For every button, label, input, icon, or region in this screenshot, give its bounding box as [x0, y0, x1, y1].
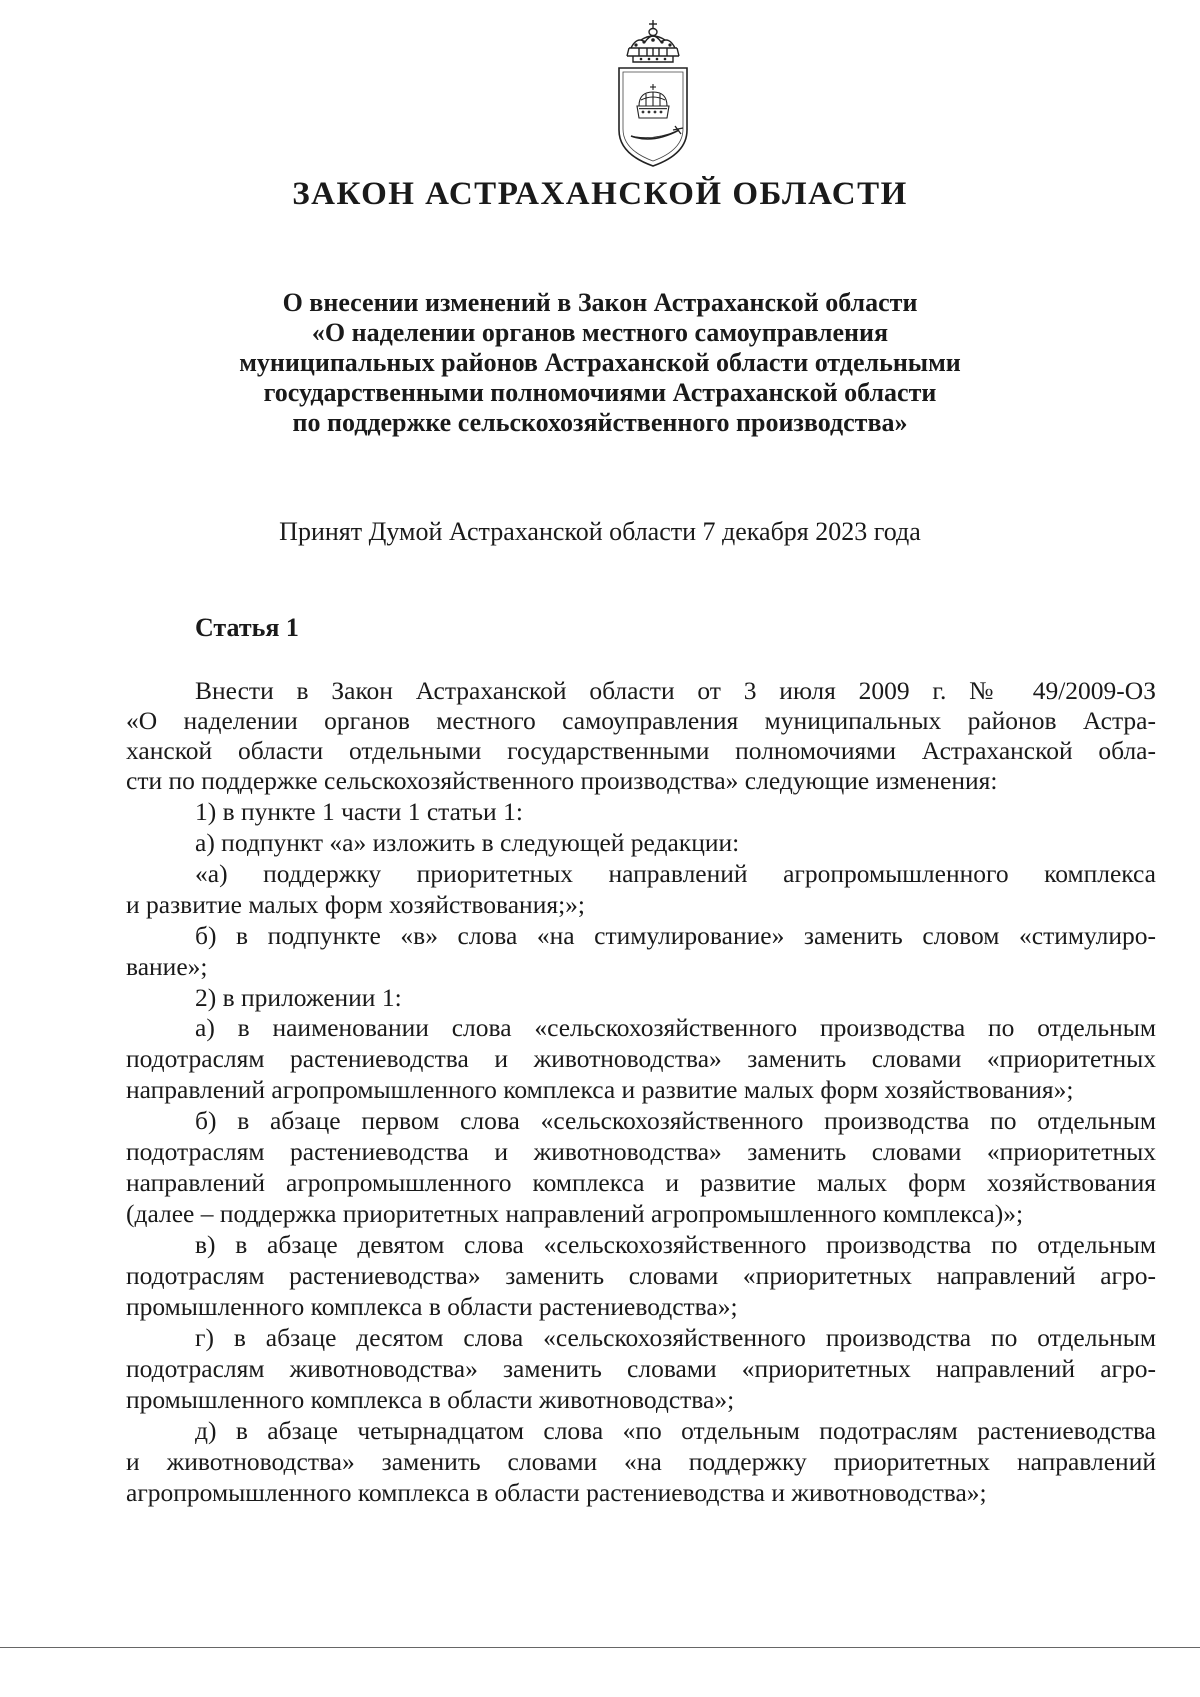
subject-line: О внесении изменений в Закон Астраханской области [282, 288, 918, 317]
document-title: ЗАКОН АСТРАХАНСКОЙ ОБЛАСТИ [292, 176, 908, 212]
body-line: «О наделении органов местного самоуправления муниципальных районов Астра- [126, 706, 1156, 735]
body-line: направлений агропромышленного комплекса и развитие малых форм хозяйствования»; [126, 1075, 1074, 1104]
body-line: вание»; [126, 952, 208, 981]
body-line: направлений агропромышленного комплекса и развитие малых форм хозяйствования [126, 1168, 1156, 1197]
body-line: подотраслям растениеводства и животноводства» заменить словами «приоритетных [126, 1137, 1156, 1166]
subject-line: муниципальных районов Астраханской области отдельными [239, 348, 961, 377]
body-line: 1) в пункте 1 части 1 статьи 1: [195, 797, 523, 826]
subject-line: государственными полномочиями Астраханской области [263, 378, 937, 407]
body-line: Внести в Закон Астраханской области от 3 июля 2009 г. № 49/2009-ОЗ [195, 676, 1156, 705]
subject-line: «О наделении органов местного самоуправления [311, 318, 889, 347]
body-line: подотраслям растениеводства» заменить словами «приоритетных направлений агро- [126, 1261, 1156, 1290]
body-line: агропромышленного комплекса в области растениеводства и животноводства»; [126, 1478, 987, 1507]
body-line: «а) поддержку приоритетных направлений агропромышленного комплекса [195, 859, 1156, 888]
body-line: (далее – поддержка приоритетных направлений агропромышленного комплекса)»; [126, 1199, 1024, 1228]
body-line: а) подпункт «а» изложить в следующей редакции: [195, 828, 740, 857]
page-footer-divider [0, 1647, 1200, 1648]
body-line: 2) в приложении 1: [195, 983, 402, 1012]
body-line: сти по поддержке сельскохозяйственного производства» следующие изменения: [126, 766, 998, 795]
body-line: б) в абзаце первом слова «сельскохозяйственного производства по отдельным [195, 1106, 1156, 1135]
body-line: г) в абзаце десятом слова «сельскохозяйственного производства по отдельным [195, 1323, 1156, 1352]
body-line: а) в наименовании слова «сельскохозяйственного производства по отдельным [195, 1013, 1156, 1042]
body-line: и животноводства» заменить словами «на поддержку приоритетных направлений [126, 1447, 1156, 1476]
body-line: подотраслям растениеводства и животноводства» заменить словами «приоритетных [126, 1044, 1156, 1073]
body-line: промышленного комплекса в области животноводства»; [126, 1385, 735, 1414]
subject-line: по поддержке сельскохозяйственного производства» [292, 408, 908, 437]
body-line: б) в подпункте «в» слова «на стимулирование» заменить словом «стимулиро- [195, 921, 1156, 950]
body-line: в) в абзаце девятом слова «сельскохозяйственного производства по отдельным [195, 1230, 1156, 1259]
body-line: подотраслям животноводства» заменить словами «приоритетных направлений агро- [126, 1354, 1156, 1383]
adoption-statement: Принят Думой Астраханской области 7 декабря 2023 года [279, 517, 921, 546]
body-line: д) в абзаце четырнадцатом слова «по отдельным подотраслям растениеводства [195, 1416, 1156, 1445]
body-line: и развитие малых форм хозяйствования;»; [126, 890, 585, 919]
body-line: промышленного комплекса в области растениеводства»; [126, 1292, 738, 1321]
article-heading: Статья 1 [195, 613, 299, 642]
body-line: ханской области отдельными государственными полномочиями Астраханской обла- [126, 736, 1156, 765]
